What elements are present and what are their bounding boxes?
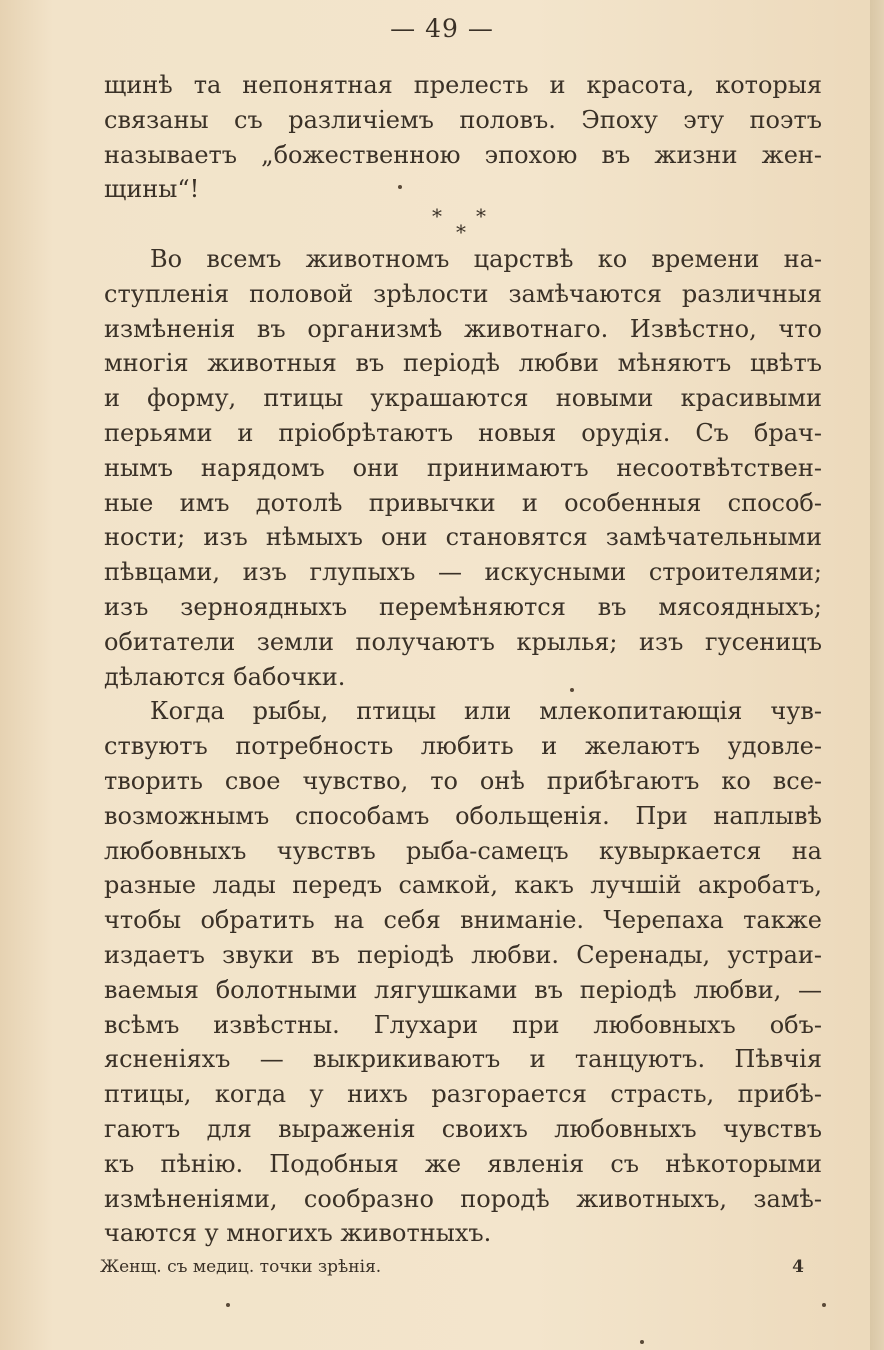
text-line: измѣненія въ организмѣ животнаго. Извѣстно, что — [104, 314, 822, 343]
text-line: изъ зерноядныхъ перемѣняются въ мясоядныхъ; — [104, 592, 822, 621]
text-line: перьями и пріобрѣтаютъ новыя орудія. Съ брач- — [104, 418, 822, 447]
paragraph-3 — [104, 694, 822, 1251]
text-line: птицы, когда у нихъ разгорается страсть, прибѣ- — [104, 1080, 822, 1109]
text-line: обитатели земли получаютъ крылья; изъ гусеницъ — [104, 627, 822, 656]
divider-star: * — [432, 204, 442, 228]
running-title: Женщ. съ медиц. точки зрѣнія. — [100, 1257, 382, 1277]
divider-star: * — [476, 204, 486, 228]
text-line: дѣлаются бабочки. — [104, 662, 346, 691]
page-body — [104, 68, 822, 207]
text-line: возможнымъ способамъ обольщенія. При наплывѣ — [104, 801, 822, 830]
text-line: называетъ „божественною эпохою въ жизни жен- — [104, 140, 822, 169]
text-line: ступленія половой зрѣлости замѣчаются различныя — [104, 279, 822, 308]
text-line: творить свое чувство, то онѣ прибѣгаютъ ко все- — [104, 766, 822, 795]
text-line: ные имъ дотолѣ привычки и особенныя способ- — [104, 488, 822, 517]
text-line: къ пѣнію. Подобныя же явленія съ нѣкоторыми — [104, 1149, 822, 1178]
paper-speck — [570, 688, 574, 692]
text-line: всѣмъ извѣстны. Глухари при любовныхъ объ- — [104, 1010, 822, 1039]
text-line: ясненіяхъ — выкрикиваютъ и танцуютъ. Пѣвчія — [104, 1045, 822, 1074]
section-divider — [0, 204, 884, 244]
text-line: ваемыя болотными лягушками въ періодѣ любви, — — [104, 975, 822, 1004]
text-line: Во всемъ животномъ царствѣ ко времени на- — [150, 245, 822, 273]
text-line: пѣвцами, изъ глупыхъ — искусными строителями; — [104, 558, 822, 587]
divider-star: * — [456, 220, 466, 244]
paper-speck — [640, 1340, 644, 1344]
text-line: чтобы обратить на себя вниманіе. Черепаха также — [104, 906, 822, 935]
paragraph-2 — [104, 242, 822, 694]
paper-speck — [226, 1303, 230, 1307]
text-line: многія животныя въ періодѣ любви мѣняютъ цвѣтъ — [104, 349, 822, 378]
signature-mark: 4 — [792, 1257, 804, 1277]
text-line: гаютъ для выраженія своихъ любовныхъ чувствъ — [104, 1114, 822, 1143]
page-number: — 49 — — [390, 14, 494, 43]
text-line: связаны съ различіемъ половъ. Эпоху эту поэтъ — [104, 105, 822, 134]
text-line: ствуютъ потребность любить и желаютъ удовле- — [104, 732, 822, 761]
text-line: чаются у многихъ животныхъ. — [104, 1219, 492, 1248]
text-line: издаетъ звуки въ періодѣ любви. Серенады, устраи- — [104, 940, 822, 969]
page-edge — [870, 0, 884, 1350]
text-line: любовныхъ чувствъ рыба-самецъ кувыркается на — [104, 836, 822, 865]
text-line: Когда рыбы, птицы или млекопитающія чув- — [150, 697, 822, 726]
text-line: разные лады передъ самкой, какъ лучшій акробатъ, — [104, 871, 822, 900]
text-line: ности; изъ нѣмыхъ они становятся замѣчательными — [104, 523, 822, 552]
text-line: щинѣ та непонятная прелесть и красота, которыя — [104, 71, 822, 99]
paper-speck — [398, 185, 402, 189]
text-line: щины“! — [104, 175, 200, 204]
text-line: нымъ нарядомъ они принимаютъ несоотвѣтствен- — [104, 453, 822, 482]
page-body-continued — [104, 242, 822, 1251]
paper-speck — [822, 1303, 826, 1307]
text-line: измѣненіями, сообразно породѣ животныхъ, замѣ- — [104, 1184, 822, 1213]
text-line: и форму, птицы украшаются новыми красивыми — [104, 384, 822, 413]
paragraph-1 — [104, 68, 822, 207]
